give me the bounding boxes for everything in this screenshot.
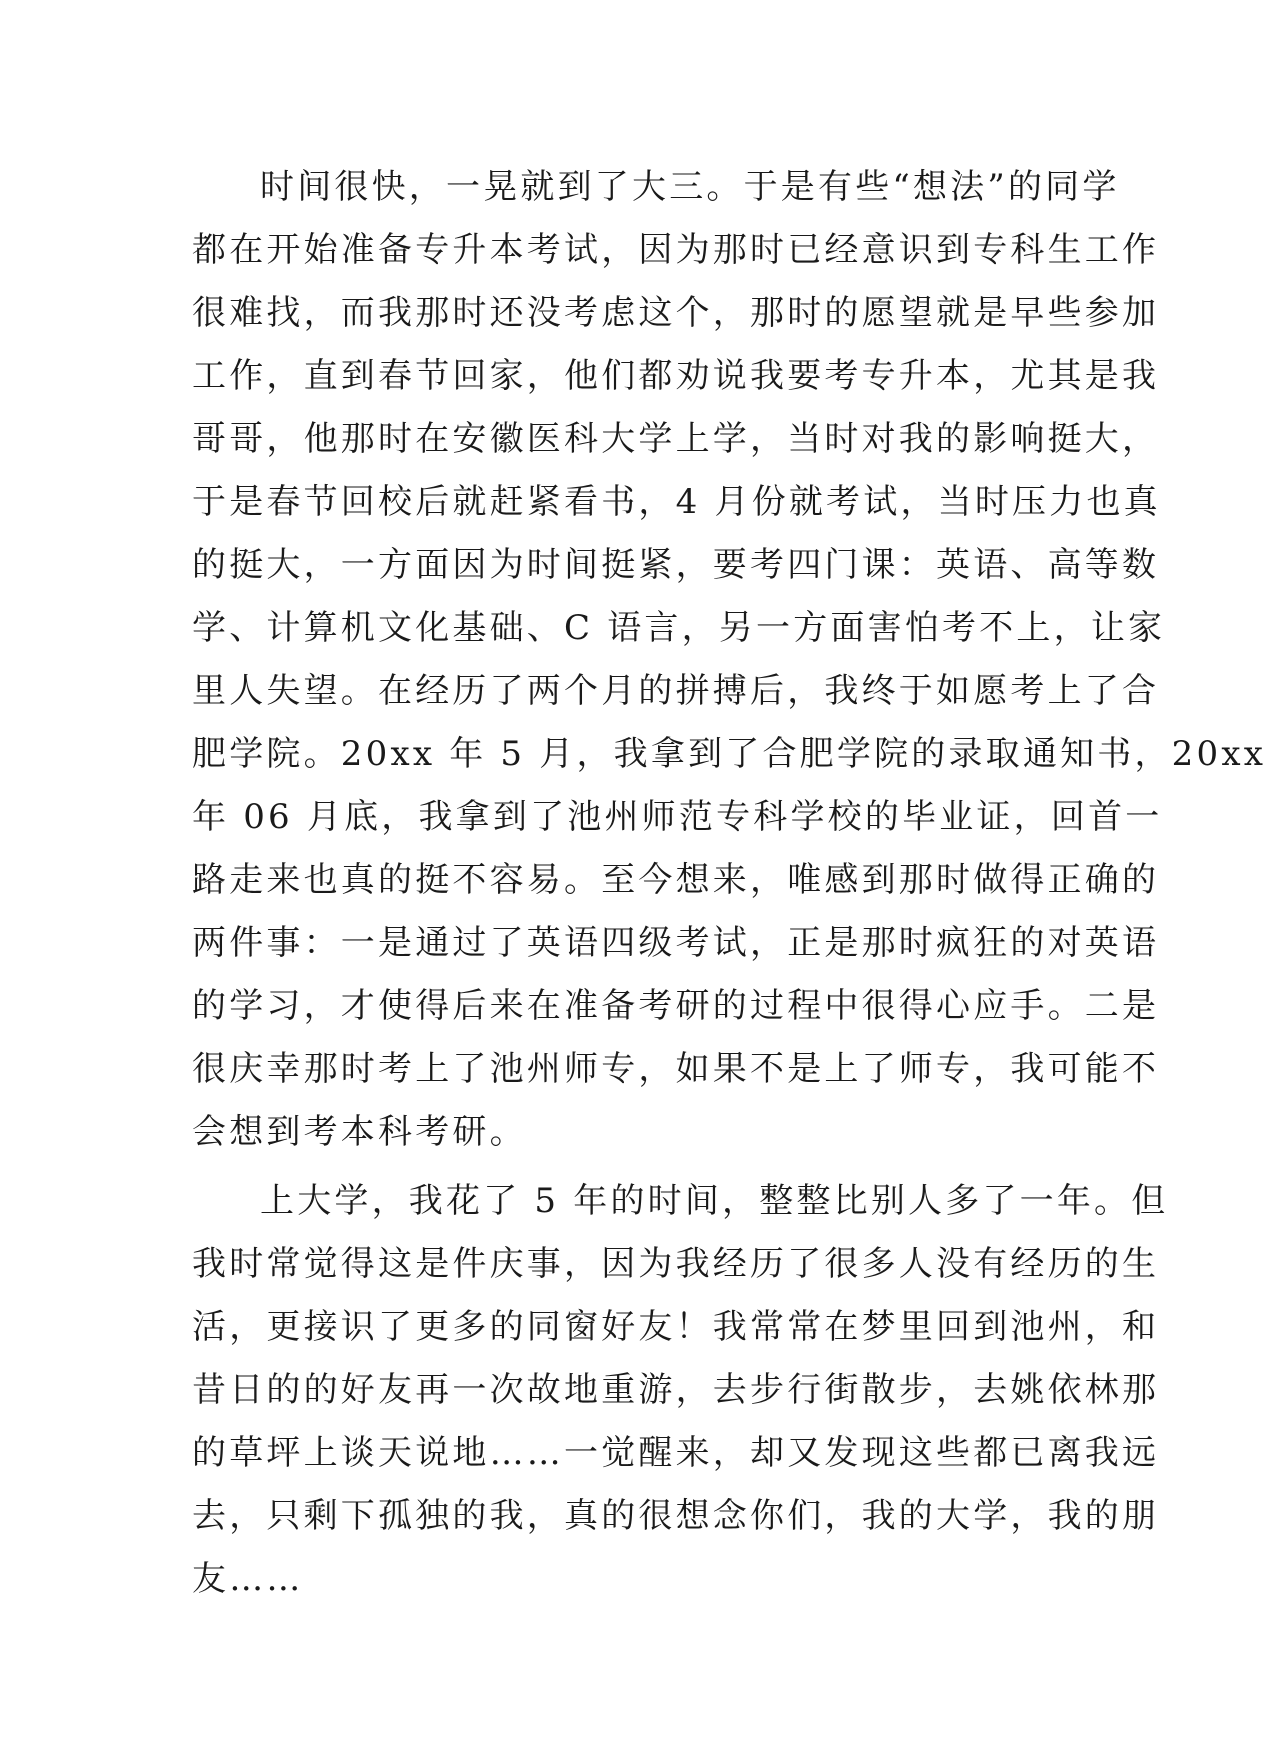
text-line: 工作，直到春节回家，他们都劝说我要考专升本，尤其是我 <box>192 356 1160 396</box>
text-line: 的草坪上谈天说地……一觉醒来，却又发现这些都已离我远 <box>192 1433 1160 1473</box>
paragraph-1 <box>192 156 1266 1164</box>
text-line: 路走来也真的挺不容易。至今想来，唯感到那时做得正确的 <box>192 860 1160 900</box>
text-line: 肥学院。20xx 年 5 月，我拿到了合肥学院的录取通知书，20xx <box>192 734 1266 774</box>
text-line: 都在开始准备专升本考试，因为那时已经意识到专科生工作 <box>192 230 1160 270</box>
paragraph-2 <box>192 1170 1169 1611</box>
text-line: 年 06 月底，我拿到了池州师范专科学校的毕业证，回首一 <box>192 797 1163 837</box>
text-line: 上大学，我花了 5 年的时间，整整比别人多了一年。但 <box>260 1181 1169 1221</box>
text-line: 很庆幸那时考上了池州师专，如果不是上了师专，我可能不 <box>192 1049 1160 1089</box>
text-line: 于是春节回校后就赶紧看书，4 月份就考试，当时压力也真 <box>192 482 1161 522</box>
text-line: 学、计算机文化基础、C 语言，另一方面害怕考不上，让家 <box>192 608 1166 648</box>
text-line: 友…… <box>192 1559 304 1599</box>
text-line: 里人失望。在经历了两个月的拼搏后，我终于如愿考上了合 <box>192 671 1160 711</box>
text-line: 时间很快，一晃就到了大三。于是有些“想法”的同学 <box>260 167 1120 207</box>
text-line: 会想到考本科考研。 <box>192 1112 527 1152</box>
text-line: 昔日的的好友再一次故地重游，去步行街散步，去姚依林那 <box>192 1370 1160 1410</box>
text-line: 哥哥，他那时在安徽医科大学上学，当时对我的影响挺大， <box>192 419 1160 459</box>
text-line: 我时常觉得这是件庆事，因为我经历了很多人没有经历的生 <box>192 1244 1160 1284</box>
text-line: 两件事：一是通过了英语四级考试，正是那时疯狂的对英语 <box>192 923 1160 963</box>
text-line: 的学习，才使得后来在准备考研的过程中很得心应手。二是 <box>192 986 1160 1026</box>
text-line: 的挺大，一方面因为时间挺紧，要考四门课：英语、高等数 <box>192 545 1160 585</box>
text-line: 很难找，而我那时还没考虑这个，那时的愿望就是早些参加 <box>192 293 1160 333</box>
text-line: 去，只剩下孤独的我，真的很想念你们，我的大学，我的朋 <box>192 1496 1160 1536</box>
text-line: 活，更接识了更多的同窗好友！我常常在梦里回到池州，和 <box>192 1307 1160 1347</box>
document-body <box>192 156 1266 1611</box>
